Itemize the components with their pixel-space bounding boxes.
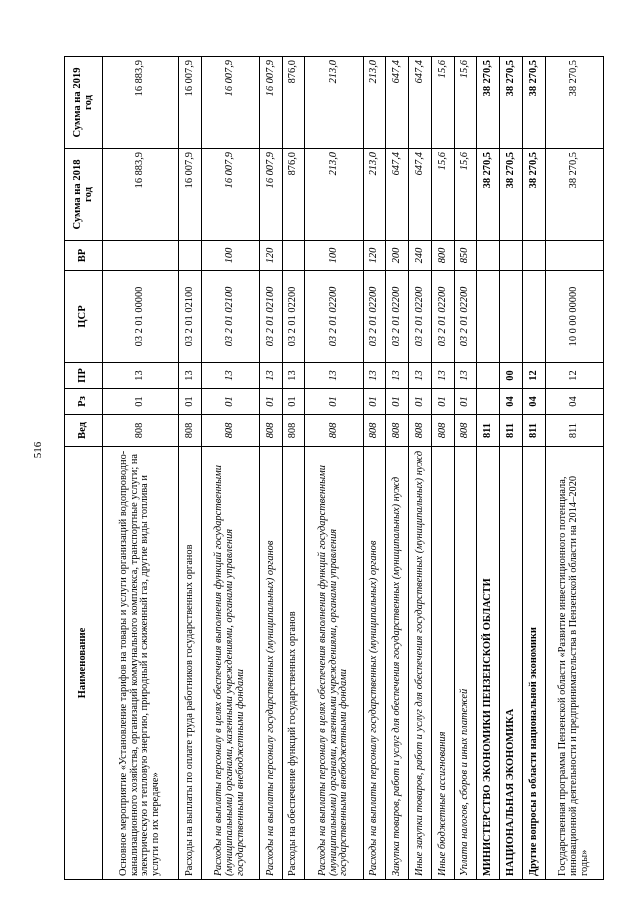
cell-csr: 03 2 01 02200 [305, 271, 363, 363]
cell-vr: 120 [259, 241, 282, 271]
cell-name: Другие вопросы в области национальной экономики [522, 447, 545, 880]
cell-sum-2019: 647,4 [386, 57, 409, 149]
table-row [178, 57, 201, 880]
page-number: 516 [32, 441, 44, 459]
cell-csr: 03 2 01 02200 [282, 271, 305, 363]
cell-pr: 13 [282, 363, 305, 389]
budget-table [64, 56, 604, 880]
cell-name: Расходы на выплаты персоналу в целях обеспечения выполнения функций государственными (муниципальными) органами, казенными учреждениями, органами управления государственными внебюджетными фондами [305, 447, 363, 880]
cell-vr [477, 241, 500, 271]
cell-rz: 01 [363, 389, 386, 415]
cell-sum-2018: 647,4 [409, 149, 432, 241]
cell-pr [477, 363, 500, 389]
header-csr: ЦСР [65, 271, 103, 363]
cell-sum-2018: 213,0 [305, 149, 363, 241]
cell-rz: 01 [103, 389, 179, 415]
cell-sum-2018: 16 007,9 [259, 149, 282, 241]
cell-rz: 01 [386, 389, 409, 415]
cell-rz: 01 [178, 389, 201, 415]
cell-ved: 811 [477, 415, 500, 447]
cell-name: Расходы на обеспечение функций государственных органов [282, 447, 305, 880]
cell-sum-2019: 876,0 [282, 57, 305, 149]
table-row [522, 57, 545, 880]
cell-csr: 03 2 01 00000 [103, 271, 179, 363]
cell-csr [477, 271, 500, 363]
cell-ved: 811 [522, 415, 545, 447]
table-row [259, 57, 282, 880]
cell-sum-2018: 38 270,5 [545, 149, 603, 241]
cell-sum-2018: 38 270,5 [522, 149, 545, 241]
cell-vr [545, 241, 603, 271]
cell-sum-2018: 16 883,9 [103, 149, 179, 241]
cell-rz: 04 [522, 389, 545, 415]
cell-csr: 10 0 00 00000 [545, 271, 603, 363]
header-rz: Рз [65, 389, 103, 415]
table-row [386, 57, 409, 880]
cell-pr: 13 [201, 363, 259, 389]
cell-sum-2019: 16 007,9 [259, 57, 282, 149]
cell-pr: 12 [545, 363, 603, 389]
cell-sum-2019: 647,4 [409, 57, 432, 149]
header-sum-2019: Сумма на 2019 год [65, 57, 103, 149]
cell-ved: 808 [201, 415, 259, 447]
table-row [305, 57, 363, 880]
cell-vr: 850 [454, 241, 477, 271]
cell-sum-2018: 213,0 [363, 149, 386, 241]
cell-ved: 808 [454, 415, 477, 447]
cell-csr: 03 2 01 02200 [431, 271, 454, 363]
cell-pr: 13 [409, 363, 432, 389]
cell-sum-2018: 876,0 [282, 149, 305, 241]
cell-vr: 120 [363, 241, 386, 271]
cell-sum-2018: 38 270,5 [500, 149, 523, 241]
cell-sum-2019: 16 883,9 [103, 57, 179, 149]
table-row [477, 57, 500, 880]
cell-rz [477, 389, 500, 415]
table-header-row [65, 57, 103, 880]
cell-pr: 13 [431, 363, 454, 389]
cell-vr: 240 [409, 241, 432, 271]
cell-csr: 03 2 01 02100 [178, 271, 201, 363]
cell-sum-2019: 16 007,9 [178, 57, 201, 149]
cell-rz: 01 [201, 389, 259, 415]
cell-ved: 808 [103, 415, 179, 447]
table-row [500, 57, 523, 880]
cell-sum-2018: 15,6 [454, 149, 477, 241]
cell-name: Иные закупки товаров, работ и услуг для обеспечения государственных (муниципальных) нужд [409, 447, 432, 880]
cell-csr: 03 2 01 02100 [259, 271, 282, 363]
cell-rz: 01 [305, 389, 363, 415]
cell-name: Расходы на выплаты персоналу государственных (муниципальных) органов [363, 447, 386, 880]
cell-csr: 03 2 01 02200 [386, 271, 409, 363]
table-row [409, 57, 432, 880]
cell-vr [522, 241, 545, 271]
cell-ved: 808 [409, 415, 432, 447]
cell-vr [282, 241, 305, 271]
cell-csr [522, 271, 545, 363]
cell-ved: 811 [500, 415, 523, 447]
cell-name: Государственная программа Пензенской области «Развитие инвестиционного потенциала, инновационной деятельности и предпринимательства в Пензенской области на 2014–2020 годы» [545, 447, 603, 880]
cell-name: НАЦИОНАЛЬНАЯ ЭКОНОМИКА [500, 447, 523, 880]
cell-ved: 808 [431, 415, 454, 447]
cell-csr: 03 2 01 02100 [201, 271, 259, 363]
cell-pr: 13 [259, 363, 282, 389]
cell-ved: 808 [386, 415, 409, 447]
cell-name: Иные бюджетные ассигнования [431, 447, 454, 880]
cell-sum-2018: 647,4 [386, 149, 409, 241]
cell-sum-2018: 15,6 [431, 149, 454, 241]
cell-pr: 12 [522, 363, 545, 389]
cell-sum-2019: 213,0 [363, 57, 386, 149]
rotated-table-container [64, 57, 604, 880]
cell-vr [103, 241, 179, 271]
cell-rz: 04 [545, 389, 603, 415]
table-row [545, 57, 603, 880]
cell-vr: 800 [431, 241, 454, 271]
table-row [363, 57, 386, 880]
cell-pr: 13 [305, 363, 363, 389]
cell-sum-2018: 16 007,9 [178, 149, 201, 241]
header-name: Наименование [65, 447, 103, 880]
cell-csr: 03 2 01 02200 [409, 271, 432, 363]
cell-sum-2019: 15,6 [431, 57, 454, 149]
cell-sum-2019: 16 007,9 [201, 57, 259, 149]
cell-ved: 808 [363, 415, 386, 447]
table-row [282, 57, 305, 880]
cell-pr: 00 [500, 363, 523, 389]
cell-sum-2019: 38 270,5 [522, 57, 545, 149]
cell-ved: 808 [259, 415, 282, 447]
cell-ved: 808 [305, 415, 363, 447]
table-body [103, 57, 604, 880]
cell-rz: 01 [409, 389, 432, 415]
table-row [201, 57, 259, 880]
cell-sum-2019: 38 270,5 [477, 57, 500, 149]
cell-vr: 100 [201, 241, 259, 271]
cell-sum-2019: 15,6 [454, 57, 477, 149]
cell-ved: 811 [545, 415, 603, 447]
cell-ved: 808 [282, 415, 305, 447]
cell-pr: 13 [454, 363, 477, 389]
cell-pr: 13 [103, 363, 179, 389]
table-row [103, 57, 179, 880]
cell-vr [500, 241, 523, 271]
cell-rz: 04 [500, 389, 523, 415]
cell-ved: 808 [178, 415, 201, 447]
cell-sum-2019: 213,0 [305, 57, 363, 149]
cell-pr: 13 [386, 363, 409, 389]
table-row [454, 57, 477, 880]
cell-vr: 200 [386, 241, 409, 271]
header-pr: ПР [65, 363, 103, 389]
cell-name: Расходы на выплаты персоналу государственных (муниципальных) органов [259, 447, 282, 880]
cell-csr: 03 2 01 02200 [454, 271, 477, 363]
cell-pr: 13 [178, 363, 201, 389]
header-sum-2018: Сумма на 2018 год [65, 149, 103, 241]
cell-rz: 01 [259, 389, 282, 415]
cell-sum-2018: 38 270,5 [477, 149, 500, 241]
table-row [431, 57, 454, 880]
cell-name: Закупка товаров, работ и услуг для обеспечения государственных (муниципальных) нужд [386, 447, 409, 880]
cell-name: Расходы на выплаты персоналу в целях обеспечения выполнения функций государственными (муниципальными) органами, казенными учреждениями, органами управления государственными внебюджетными фондами [201, 447, 259, 880]
cell-name: Основное мероприятие «Установление тарифов на товары и услуги организаций водопроводно-канализационного хозяйства, организаций коммунального комплекса, транспортные услуги; на электрическую и тепловую энергию, природный и сжиженный газ, другие виды топлива и услуги по их передаче» [103, 447, 179, 880]
cell-csr [500, 271, 523, 363]
cell-vr [178, 241, 201, 271]
cell-csr: 03 2 01 02200 [363, 271, 386, 363]
cell-rz: 01 [454, 389, 477, 415]
cell-name: МИНИСТЕРСТВО ЭКОНОМИКИ ПЕНЗЕНСКОЙ ОБЛАСТИ [477, 447, 500, 880]
cell-name: Уплата налогов, сборов и иных платежей [454, 447, 477, 880]
cell-rz: 01 [282, 389, 305, 415]
cell-rz: 01 [431, 389, 454, 415]
cell-sum-2018: 16 007,9 [201, 149, 259, 241]
cell-vr: 100 [305, 241, 363, 271]
header-vr: ВР [65, 241, 103, 271]
header-ved: Вед [65, 415, 103, 447]
cell-sum-2019: 38 270,5 [500, 57, 523, 149]
cell-sum-2019: 38 270,5 [545, 57, 603, 149]
cell-name: Расходы на выплаты по оплате труда работников государственных органов [178, 447, 201, 880]
cell-pr: 13 [363, 363, 386, 389]
